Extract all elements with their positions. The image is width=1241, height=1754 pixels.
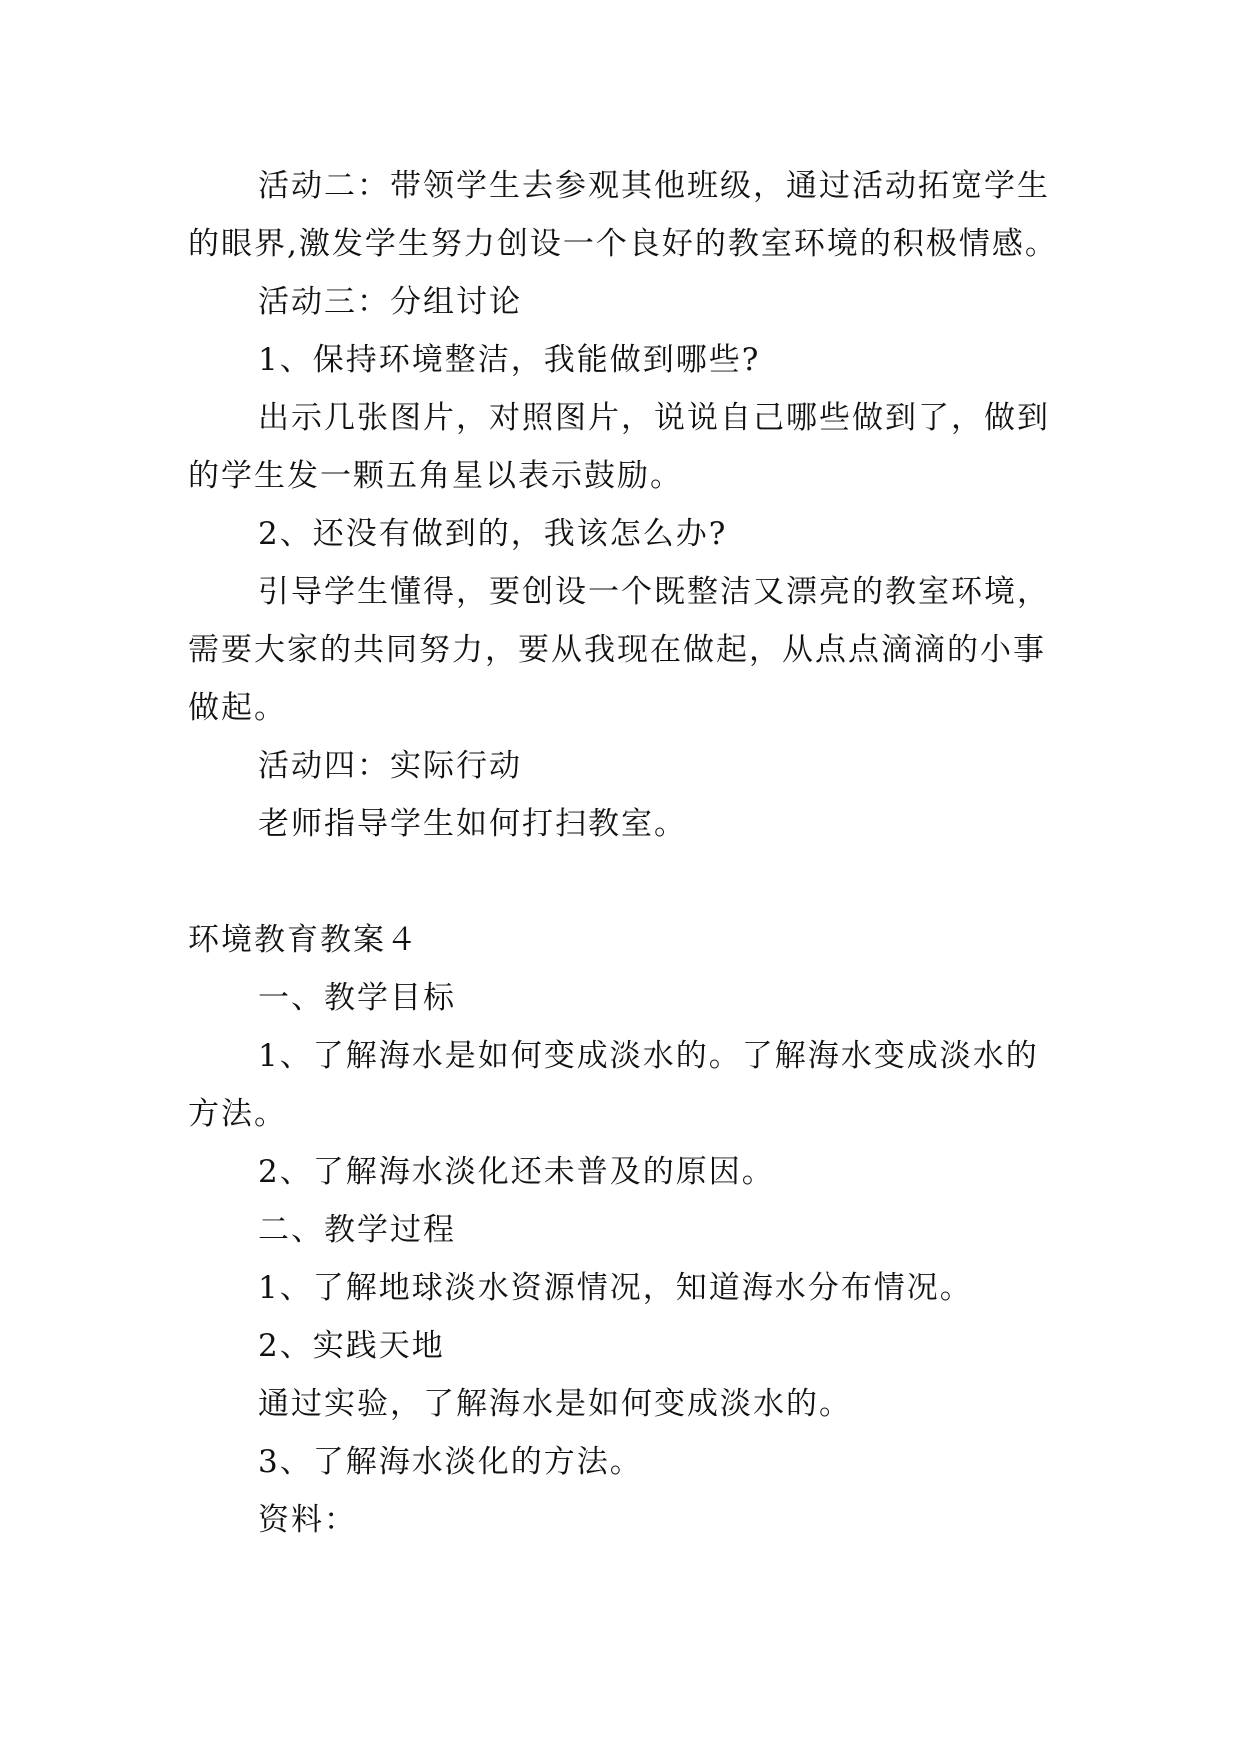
paragraph-line: 活动三：分组讨论 <box>258 284 522 320</box>
paragraph-line: 一、教学目标 <box>258 980 456 1016</box>
paragraph-line: 1、了解地球淡水资源情况，知道海水分布情况。 <box>258 1270 973 1306</box>
paragraph-line: 1、了解海水是如何变成淡水的。了解海水变成淡水的 <box>258 1038 1039 1074</box>
paragraph-line: 的学生发一颗五角星以表示鼓励。 <box>188 458 683 494</box>
paragraph-line: 出示几张图片，对照图片，说说自己哪些做到了，做到 <box>258 400 1050 436</box>
paragraph-line: 活动四：实际行动 <box>258 748 522 784</box>
paragraph-line: 老师指导学生如何打扫教室。 <box>258 806 687 842</box>
paragraph-line: 做起。 <box>188 690 287 726</box>
paragraph-line: 2、实践天地 <box>258 1328 445 1364</box>
paragraph-line: 1、保持环境整洁，我能做到哪些? <box>258 342 761 378</box>
paragraph-line: 3、了解海水淡化的方法。 <box>258 1444 643 1480</box>
paragraph-line: 通过实验，了解海水是如何变成淡水的。 <box>258 1386 852 1422</box>
paragraph-line: 需要大家的共同努力，要从我现在做起，从点点滴滴的小事 <box>188 632 1046 668</box>
paragraph-line: 方法。 <box>188 1096 287 1132</box>
paragraph-line: 2、还没有做到的，我该怎么办? <box>258 516 728 552</box>
paragraph-line: 的眼界,激发学生努力创设一个良好的教室环境的积极情感。 <box>188 226 1058 262</box>
paragraph-line: 二、教学过程 <box>258 1212 456 1248</box>
paragraph-line: 2、了解海水淡化还未普及的原因。 <box>258 1154 775 1190</box>
paragraph-line: 资料： <box>258 1502 357 1538</box>
paragraph-line: 引导学生懂得，要创设一个既整洁又漂亮的教室环境， <box>258 574 1050 610</box>
section-title: 环境教育教案４ <box>188 922 419 958</box>
paragraph-line: 活动二：带领学生去参观其他班级，通过活动拓宽学生 <box>258 168 1050 204</box>
